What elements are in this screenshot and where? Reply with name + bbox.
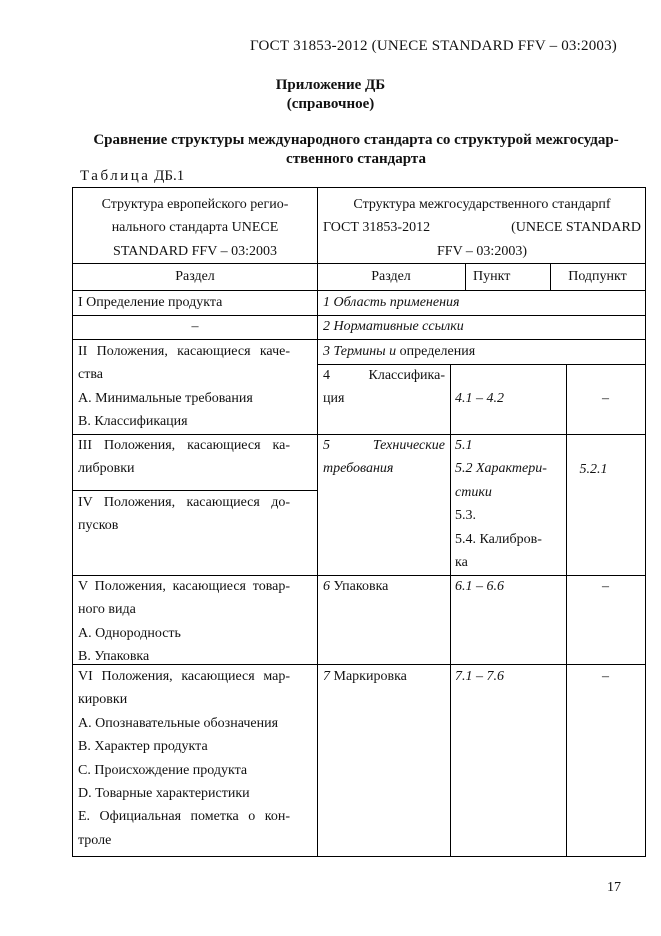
header-left: Структура европейского регио- нального стандарта UNECE STANDARD FFV – 03:2003 <box>101 197 289 259</box>
subheader-section-left: Раздел <box>175 269 215 284</box>
header-right-unece: (UNECE STANDARD <box>511 220 641 236</box>
row5-section: 6 Упаковка <box>323 579 389 594</box>
row4-left-bottom: IV Положения, касающиеся до- пусков <box>78 495 290 534</box>
row5-left: V Положения, касающиеся товар- ного вида А. Однородность В. Упаковка <box>78 575 290 669</box>
table-label-prefix: Таблица <box>80 168 151 184</box>
row5-left-b: В. Упаковка <box>78 649 150 665</box>
page-number: 17 <box>607 880 621 895</box>
row2-left: – <box>191 319 199 334</box>
document-code-header: ГОСТ 31853-2012 (UNECE STANDARD FFV – 03:2003) <box>249 38 617 54</box>
row2-right: 2 Нормативные ссылки <box>323 319 464 334</box>
header-right-line-1: Структура межгосударственного стандарпf <box>353 197 611 212</box>
row4-section-1: 5 Технические <box>323 438 445 453</box>
row4-section <box>323 434 445 481</box>
row5-point: 6.1 – 6.6 <box>455 579 504 594</box>
row4-subpoint: 5.2.1 <box>579 462 608 477</box>
row4-section-2: требования <box>323 461 394 477</box>
row3-section <box>323 364 445 411</box>
row6-left-d: D. Товарные характеристики <box>78 786 250 802</box>
row5-subpoint: – <box>602 579 609 594</box>
comparison-title-line-2: ственного стандарта <box>286 151 426 167</box>
header-right-line-3: FFV – 03:2003) <box>437 243 527 259</box>
subheader-point: Пункт <box>473 269 511 284</box>
row6-subpoint: – <box>602 669 609 684</box>
row1-right: 1 Область применения <box>323 295 460 310</box>
comparison-table <box>72 187 646 857</box>
appendix-title: Приложение ДБ <box>275 77 386 93</box>
subheader-subpoint: Подпункт <box>568 269 627 284</box>
row3-left: II Положения, касающиеся каче- ства А. Минимальные требования В. Классификация <box>78 340 290 434</box>
table-label <box>80 168 184 185</box>
row6-left-a: А. Опознавательные обозначения <box>78 715 279 731</box>
row6-section: 7 Маркировка <box>323 669 407 684</box>
row4-point-3: 5.3. <box>455 508 476 524</box>
row4-left-top: III Положения, касающиеся ка- либровки <box>78 438 290 477</box>
row1-left: I Определение продукта <box>78 295 223 310</box>
table-label-number: ДБ.1 <box>154 168 185 184</box>
header-right <box>323 193 641 263</box>
comparison-title-line-1: Сравнение структуры международного стандарта со структурой межгосудар- <box>93 132 619 148</box>
appendix-subtitle: (справочное) <box>286 96 375 112</box>
row6-left-b: В. Характер продукта <box>78 739 208 755</box>
row6-left-c: С. Происхождение продукта <box>78 762 248 778</box>
row6-left: VI Положения, касающиеся мар- кировки А. Опознавательные обозначения В. Характер продукта С. Происхождение продукта D. Товарные характеристики Е. Официальная пометка о кон- троле <box>78 669 290 848</box>
row5-left-a: А. Однородность <box>78 625 181 641</box>
row4-point: 5.1 5.2 Характери- стики 5.3. 5.4. Калибров- ка <box>455 434 561 574</box>
row3-point: 4.1 – 4.2 <box>455 391 504 406</box>
row3-right-top: 3 Термины и определения <box>323 344 476 359</box>
row3-left-a: А. Минимальные требования <box>78 390 253 406</box>
header-right-gost: ГОСТ 31853-2012 <box>323 220 431 236</box>
row3-section-1: 4 Классифика- <box>323 368 445 383</box>
row4-point-1: 5.1 <box>455 438 473 453</box>
row3-section-2: ция <box>323 391 345 407</box>
appendix-heading <box>0 76 661 114</box>
row3-left-b: В. Классификация <box>78 414 188 430</box>
row6-point: 7.1 – 7.6 <box>455 669 504 684</box>
comparison-title <box>78 131 634 169</box>
subheader-section: Раздел <box>371 269 411 284</box>
row3-subpoint: – <box>602 391 609 406</box>
